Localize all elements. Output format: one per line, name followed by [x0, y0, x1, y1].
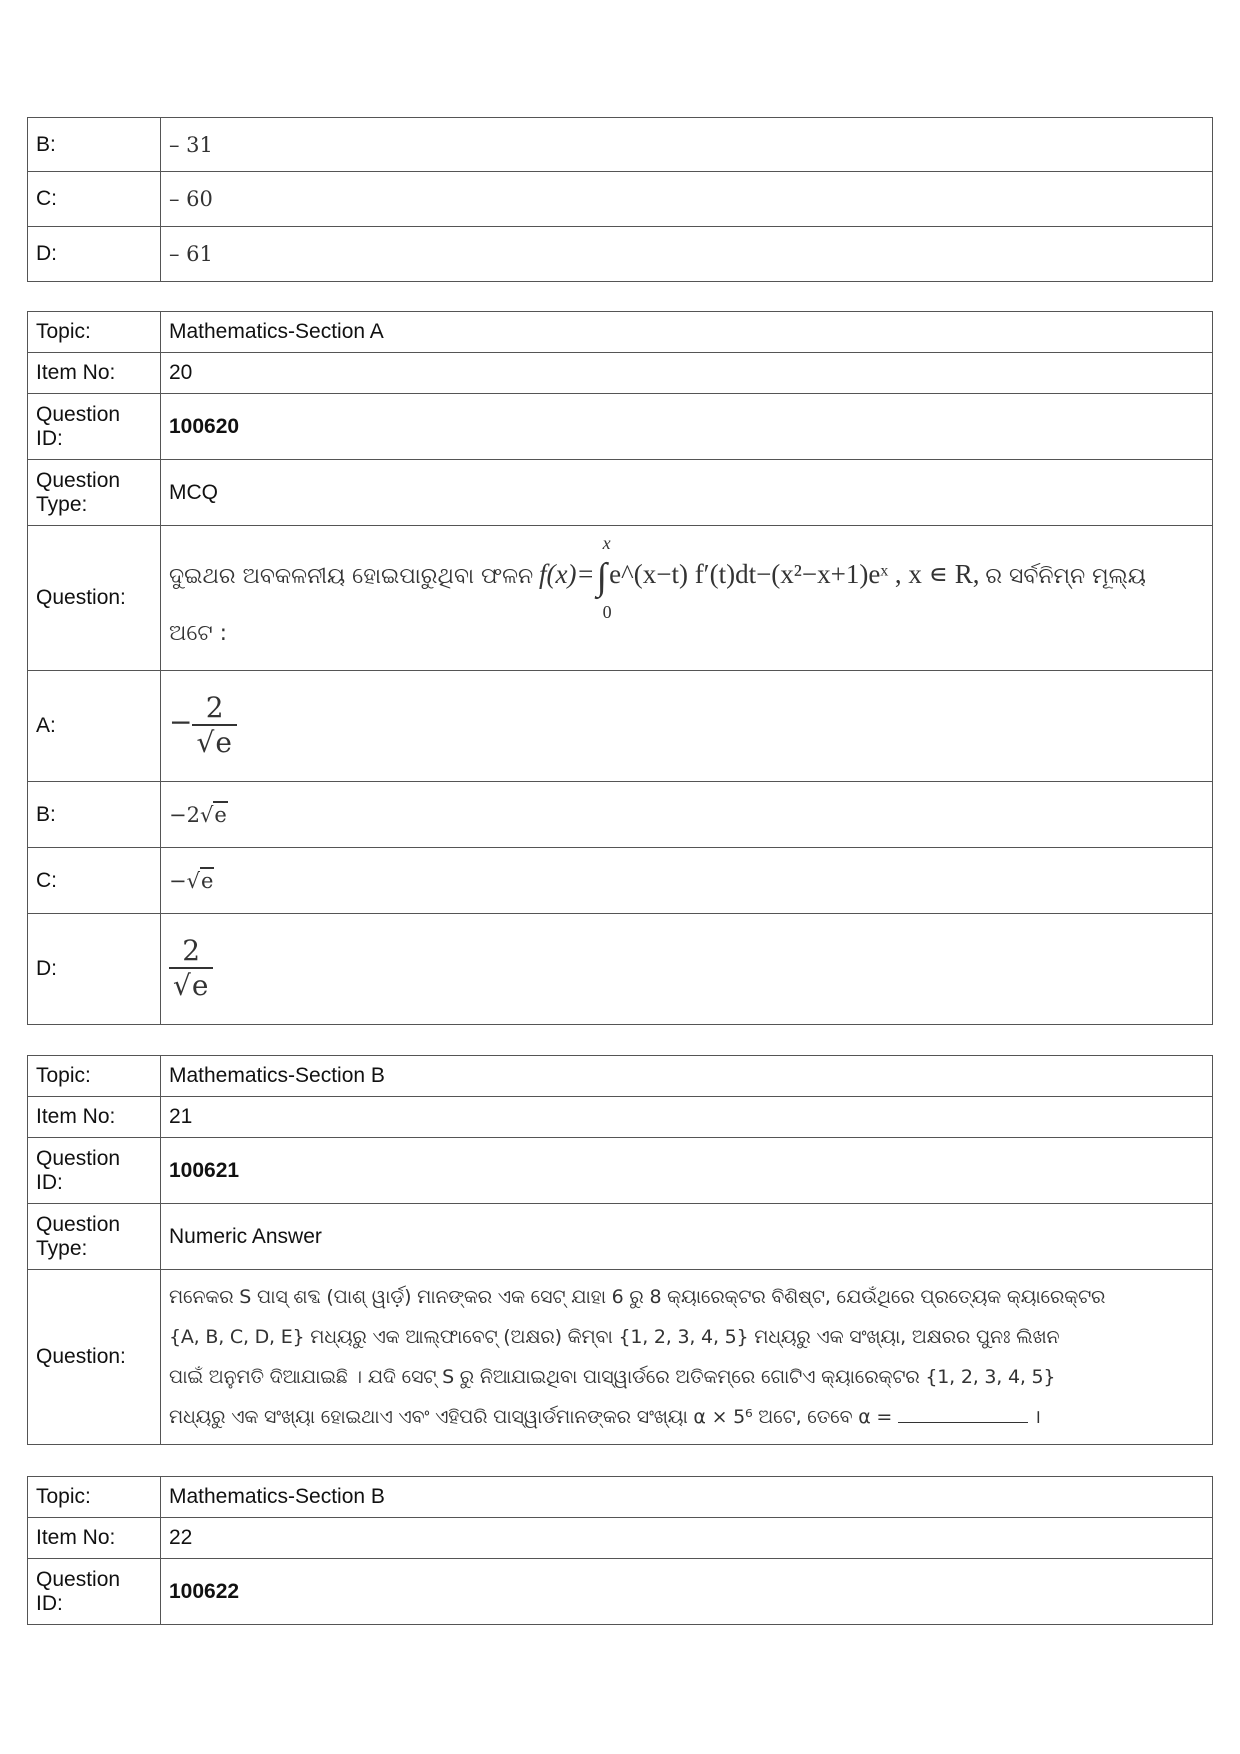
topic-label: Topic:: [28, 1477, 161, 1518]
sqrt-radicand: e: [215, 726, 232, 759]
qid-row: [28, 1138, 1213, 1204]
question-body: [161, 526, 1213, 671]
item-row: [28, 1518, 1213, 1559]
question-end: ।: [1033, 1406, 1041, 1428]
fraction-numerator: 2: [182, 934, 201, 967]
qtype-row: [28, 460, 1213, 526]
item-value: 21: [161, 1097, 1213, 1138]
option-value: −2√e: [161, 782, 1213, 848]
option-label: D:: [28, 227, 161, 282]
topic-label: Topic:: [28, 1056, 161, 1097]
option-label: C:: [28, 172, 161, 227]
option-prefix: −2: [169, 802, 200, 827]
option-label: B:: [28, 118, 161, 172]
item-label: Item No:: [28, 353, 161, 394]
qid-label: Question ID:: [28, 1138, 161, 1204]
item-value: 22: [161, 1518, 1213, 1559]
item-value: 20: [161, 353, 1213, 394]
integral-upper: x: [602, 532, 611, 553]
fraction: $\frac{2}{√e}$: [169, 935, 213, 1003]
option-label: C:: [28, 848, 161, 914]
qtype-row: [28, 1204, 1213, 1270]
option-value: – 61: [161, 227, 1213, 282]
qid-value: 100622: [161, 1559, 1213, 1625]
topic-value: Mathematics-Section B: [161, 1477, 1213, 1518]
option-value: [161, 914, 1213, 1025]
sqrt-radicand: e: [191, 969, 209, 1002]
option-row-d: [28, 227, 1213, 282]
answer-blank: [898, 1422, 1028, 1423]
option-row-b: [28, 782, 1213, 848]
qtype-value: Numeric Answer: [161, 1204, 1213, 1270]
question-math: f(x)=: [538, 558, 595, 589]
topic-row: [28, 1056, 1213, 1097]
question-row: [28, 526, 1213, 671]
option-label: D:: [28, 914, 161, 1025]
qid-value: 100620: [161, 394, 1213, 460]
qid-row: [28, 394, 1213, 460]
qid-row: [28, 1559, 1213, 1625]
topic-row: [28, 312, 1213, 353]
option-value: [161, 671, 1213, 782]
question-line: ପାଇଁ ଅନୁମତି ଦିଆଯାଇଛି । ଯଦି ସେଟ୍ S ରୁ ନିଆଯାଇଥିବା ପାସ୍‌ୱାର୍ଡରେ ଅତିକମ୍‌ରେ ଗୋଟିଏ କ୍ୟାରେକ୍ଟର {1, 2, 3, 4, 5}: [169, 1366, 1056, 1388]
option-value: – 31: [161, 118, 1213, 172]
topic-value: Mathematics-Section A: [161, 312, 1213, 353]
question-table-20: [27, 311, 1213, 1025]
topic-value: Mathematics-Section B: [161, 1056, 1213, 1097]
question-table-22: [27, 1476, 1213, 1625]
sqrt-radicand: e: [201, 868, 214, 893]
qtype-value: MCQ: [161, 460, 1213, 526]
question-line: ମଧ୍ୟରୁ ଏକ ସଂଖ୍ୟା ହୋଇଥାଏ ଏବଂ ଏହିପରି ପାସ୍‌ୱାର୍ଡମାନଙ୍କର ସଂଖ୍ୟା α × 5⁶ ଅଟେ, ତେବେ α =: [169, 1406, 893, 1428]
option-row-c: [28, 172, 1213, 227]
question-label: Question:: [28, 526, 161, 671]
item-row: [28, 1097, 1213, 1138]
question-body: [161, 1270, 1213, 1445]
question-row: [28, 1270, 1213, 1445]
option-row-c: [28, 848, 1213, 914]
fraction-numerator: 2: [205, 691, 224, 724]
option-label: A:: [28, 671, 161, 782]
integral-lower: 0: [602, 601, 612, 622]
sqrt-radicand: e: [214, 802, 227, 827]
option-row-d: [28, 914, 1213, 1025]
option-value: – 60: [161, 172, 1213, 227]
question-line: {A, B, C, D, E} ମଧ୍ୟରୁ ଏକ ଆଲ୍‌ଫାବେଟ୍ (ଅକ୍ଷର) କିମ୍ବା {1, 2, 3, 4, 5} ମଧ୍ୟରୁ ଏକ ସଂଖ୍ୟା, ଅକ୍ଷରର ପୁନଃ ଲିଖନ: [169, 1326, 1060, 1348]
option-row-b: [28, 118, 1213, 172]
qid-value: 100621: [161, 1138, 1213, 1204]
question-line: ମନେକର S ପାସ୍ ଶବ୍ଦ (ପାଶ୍ ୱାର୍ଡ଼) ମାନଙ୍କର ଏକ ସେଟ୍ ଯାହା 6 ରୁ 8 କ୍ୟାରେକ୍ଟର ବିଶିଷ୍ଟ, ଯେଉଁଥିରେ ପ୍ରତ୍ୟେକ କ୍ୟାରେକ୍ଟର: [169, 1286, 1106, 1308]
option-label: B:: [28, 782, 161, 848]
question-math: e^(x−t) f′(t)dt−(x²−x+1)eˣ , x ∊ R,: [609, 558, 980, 589]
fraction: $\frac{2}{√e}$: [192, 692, 236, 760]
qid-label: Question ID:: [28, 394, 161, 460]
option-prefix: −: [169, 868, 187, 893]
question-text: ଦୁଇଥର ଅବକଳନୀୟ ହୋଇପାରୁଥିବା ଫଳନ: [169, 563, 534, 589]
question-label: Question:: [28, 1270, 161, 1445]
topic-row: [28, 1477, 1213, 1518]
option-value: −√e: [161, 848, 1213, 914]
option-row-a: [28, 671, 1213, 782]
question-table-prev: [27, 117, 1213, 282]
qtype-label: Question Type:: [28, 1204, 161, 1270]
question-text: ର ସର୍ବନିମ୍ନ ମୂଲ୍ୟ: [985, 563, 1146, 589]
item-label: Item No:: [28, 1097, 161, 1138]
qtype-label: Question Type:: [28, 460, 161, 526]
question-table-21: [27, 1055, 1213, 1445]
item-label: Item No:: [28, 1518, 161, 1559]
minus-sign: −: [169, 705, 193, 739]
topic-label: Topic:: [28, 312, 161, 353]
qid-label: Question ID:: [28, 1559, 161, 1625]
item-row: [28, 353, 1213, 394]
integral-sign: ∫ x 0: [596, 532, 612, 622]
question-text: ଅଟେ :: [169, 620, 228, 646]
